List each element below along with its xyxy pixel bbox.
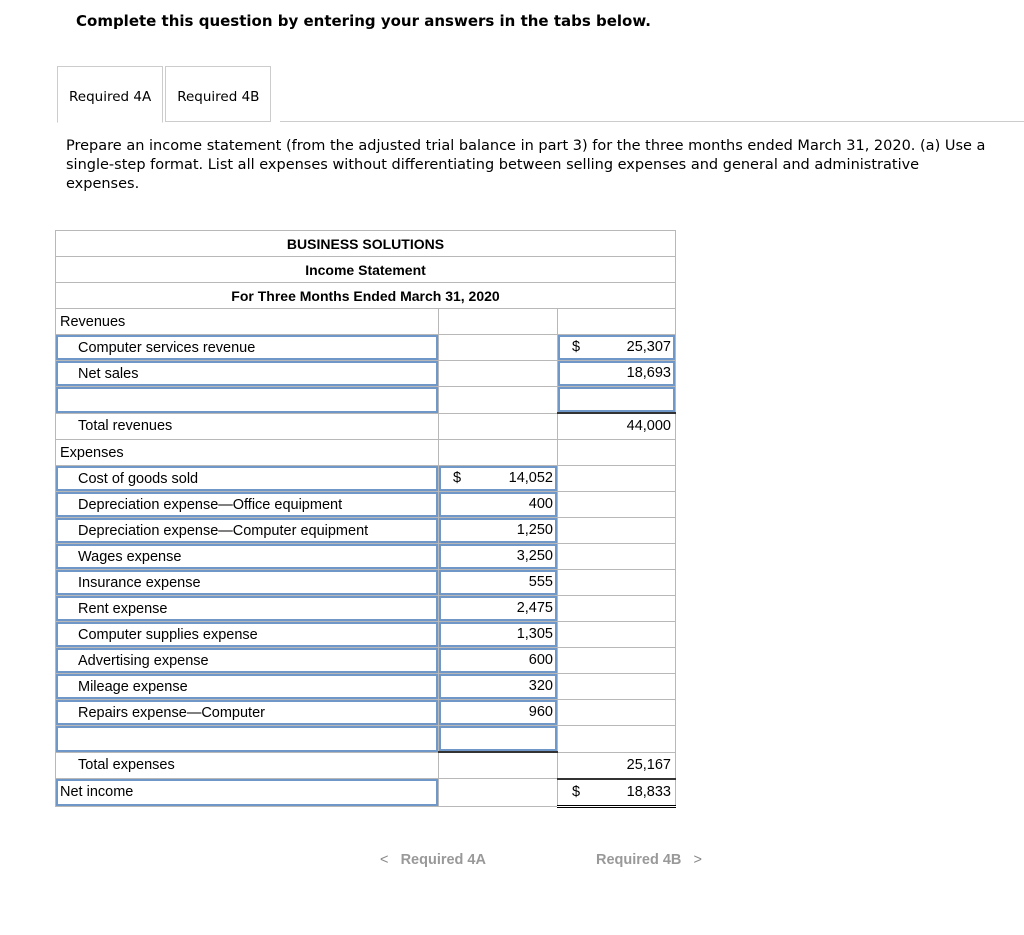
company-name: BUSINESS SOLUTIONS [56, 231, 676, 257]
statement-row [56, 466, 676, 492]
row-label-input[interactable] [56, 466, 439, 492]
row-label-input[interactable] [56, 361, 439, 387]
statement-row [56, 440, 676, 466]
row-label-input[interactable] [56, 570, 439, 596]
amount-col2-input[interactable] [439, 518, 558, 544]
row-label-input[interactable] [56, 544, 439, 570]
row-label-text: Total expenses [78, 757, 175, 774]
amount-col2-input[interactable] [439, 700, 558, 726]
row-label-text: Depreciation expense—Office equipment [78, 496, 343, 513]
row-label-text: Advertising expense [78, 652, 209, 669]
amount-value: 14,052 [508, 470, 553, 486]
amount-value: 600 [528, 652, 553, 668]
statement-row [56, 779, 676, 807]
amount-col3-input[interactable] [558, 335, 676, 361]
amount-value: 18,693 [626, 365, 671, 381]
amount-col2-input[interactable] [439, 596, 558, 622]
amount-col3 [558, 570, 676, 596]
row-label-text: Revenues [60, 313, 126, 330]
row-label-text: Computer supplies expense [78, 626, 258, 643]
statement-row [56, 492, 676, 518]
amount-col3 [558, 492, 676, 518]
amount-value: 400 [528, 496, 553, 512]
statement-row [56, 648, 676, 674]
row-label-text: Wages expense [78, 548, 182, 565]
next-label: Required 4B [596, 852, 682, 868]
amount-col2 [439, 387, 558, 414]
amount-col2 [439, 779, 558, 807]
statement-row [56, 726, 676, 753]
amount-col2 [439, 335, 558, 361]
row-label-text: Depreciation expense—Computer equipment [78, 522, 369, 539]
prev-button[interactable] [380, 852, 486, 868]
income-statement-table [55, 230, 676, 808]
row-label-input[interactable] [56, 622, 439, 648]
row-label-text: Net sales [78, 365, 139, 382]
amount-col3 [558, 700, 676, 726]
row-label-text: Mileage expense [78, 678, 188, 695]
row-label [56, 440, 439, 466]
row-label [56, 309, 439, 335]
amount-col2 [439, 309, 558, 335]
question-prompt: Prepare an income statement (from the adjusted trial balance in part 3) for the three months ended March 31, 2020. (a) Use a single-step format. List all expenses without differentiating between selling expenses and general and administrative expenses. [66, 138, 986, 192]
row-label-input[interactable] [56, 492, 439, 518]
row-label-input[interactable] [56, 518, 439, 544]
statement-row [56, 387, 676, 414]
amount-col2-input[interactable] [439, 674, 558, 700]
row-label-text: Insurance expense [78, 574, 201, 591]
amount-col3 [558, 518, 676, 544]
amount-col2 [439, 752, 558, 779]
chevron-left-icon: < [380, 852, 389, 868]
amount-value: 1,305 [516, 626, 553, 642]
row-label [56, 752, 439, 779]
amount-value: 1,250 [516, 522, 553, 538]
amount-value: 2,475 [516, 600, 553, 616]
statement-row [56, 413, 676, 440]
statement-row [56, 570, 676, 596]
row-label-text: Rent expense [78, 600, 168, 617]
amount-col3 [558, 752, 676, 779]
row-label-text [56, 392, 78, 408]
amount-col2-input[interactable] [439, 570, 558, 596]
amount-col2-input[interactable] [439, 492, 558, 518]
statement-row [56, 544, 676, 570]
amount-col3-input[interactable] [558, 361, 676, 387]
amount-col2-input[interactable] [439, 648, 558, 674]
statement-row [56, 752, 676, 779]
amount-value: 44,000 [626, 418, 671, 434]
amount-col2 [439, 361, 558, 387]
chevron-right-icon: > [693, 852, 702, 868]
statement-row [56, 518, 676, 544]
amount-value: 555 [528, 574, 553, 590]
prev-label: Required 4A [400, 852, 486, 868]
statement-row [56, 309, 676, 335]
amount-col2 [439, 413, 558, 440]
next-button[interactable] [596, 852, 702, 868]
statement-row [56, 335, 676, 361]
amount-col2-input[interactable] [439, 726, 558, 753]
amount-value: 3,250 [516, 548, 553, 564]
amount-col2-input[interactable] [439, 466, 558, 492]
statement-title: Income Statement [56, 257, 676, 283]
statement-row [56, 622, 676, 648]
row-label-input[interactable] [56, 596, 439, 622]
tab-required-4a[interactable]: Required 4A [57, 66, 163, 123]
row-label-input[interactable] [56, 387, 439, 414]
amount-col3 [558, 674, 676, 700]
row-label-input[interactable] [56, 726, 439, 753]
amount-value: 960 [528, 704, 553, 720]
amount-col3 [558, 622, 676, 648]
amount-col3-input[interactable] [558, 387, 676, 414]
amount-col3 [558, 440, 676, 466]
row-label-text [56, 731, 78, 747]
row-label-input[interactable] [56, 674, 439, 700]
amount-col3 [558, 413, 676, 440]
amount-col3 [558, 544, 676, 570]
row-label-input[interactable] [56, 779, 439, 807]
row-label-text: Net income [60, 784, 134, 801]
dollar-sign: $ [572, 339, 581, 355]
amount-col2 [439, 440, 558, 466]
row-label-text: Total revenues [78, 418, 173, 435]
row-label-text: Cost of goods sold [78, 470, 199, 487]
row-label-input[interactable] [56, 648, 439, 674]
statement-row [56, 596, 676, 622]
amount-col2-input[interactable] [439, 622, 558, 648]
dollar-sign: $ [453, 470, 462, 486]
statement-row [56, 700, 676, 726]
tab-divider [280, 121, 1024, 122]
amount-col3 [558, 648, 676, 674]
amount-value: 25,307 [626, 339, 671, 355]
statement-row [56, 674, 676, 700]
statement-period: For Three Months Ended March 31, 2020 [56, 283, 676, 309]
amount-value: 25,167 [626, 756, 671, 773]
row-label-input[interactable] [56, 700, 439, 726]
row-label [56, 413, 439, 440]
row-label-input[interactable] [56, 335, 439, 361]
amount-col3 [558, 596, 676, 622]
row-label-text: Computer services revenue [78, 339, 256, 356]
amount-col3 [558, 466, 676, 492]
amount-col3 [558, 779, 676, 807]
tab-bar [57, 66, 273, 123]
row-label-text: Repairs expense—Computer [78, 704, 265, 721]
statement-row [56, 361, 676, 387]
amount-col3 [558, 309, 676, 335]
row-label-text: Expenses [60, 444, 124, 461]
dollar-sign: $ [572, 783, 581, 800]
amount-value: 18,833 [626, 783, 671, 800]
amount-col2-input[interactable] [439, 544, 558, 570]
instructions: Complete this question by entering your answers in the tabs below. [76, 12, 651, 30]
tab-required-4b[interactable]: Required 4B [165, 66, 271, 122]
amount-col3 [558, 726, 676, 753]
amount-value: 320 [528, 678, 553, 694]
